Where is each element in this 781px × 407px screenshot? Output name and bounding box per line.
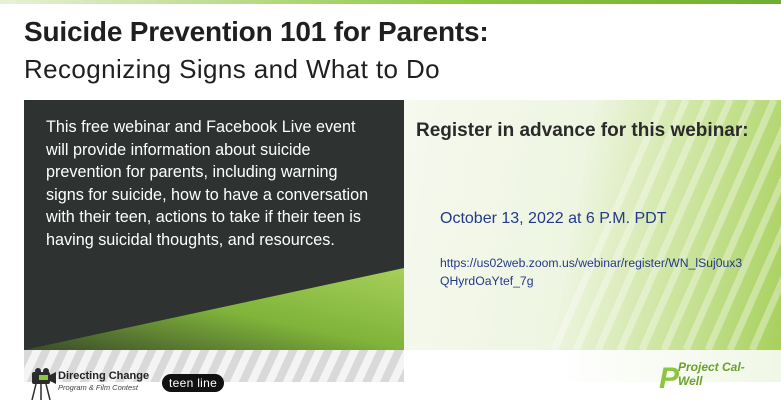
cal-well-mark-icon [658, 358, 680, 398]
webinar-description: This free webinar and Facebook Live event will provide information about suicide prevention for parents, including warning signs for suicide, how to have a conversation with their teen, actions to take if their teen is having suicidal thoughts, and resources. [46, 118, 369, 249]
directing-change-logo [30, 368, 150, 402]
webinar-description-panel [24, 100, 404, 350]
svg-text:P: P [659, 362, 680, 395]
top-accent-rule [0, 0, 781, 4]
teen-line-logo: teen line [162, 374, 224, 392]
registration-panel [404, 100, 781, 350]
registration-link[interactable]: https://us02web.zoom.us/webinar/register/WN_lSuj0ux3QHyrdOaYtef_7g [440, 256, 743, 288]
page-title: Suicide Prevention 101 for Parents: [24, 16, 489, 47]
page-subtitle: Recognizing Signs and What to Do [24, 54, 441, 84]
project-cal-well-logo [658, 358, 746, 402]
directing-change-name: Directing Change [58, 370, 150, 382]
film-camera-icon [30, 368, 56, 402]
event-date: October 13, 2022 at 6 P.M. PDT [440, 210, 667, 227]
directing-change-subtitle: Program & Film Contest [58, 383, 139, 392]
register-heading: Register in advance for this webinar: [416, 120, 749, 141]
project-cal-well-wordmark: Project Cal-Well [678, 360, 745, 388]
